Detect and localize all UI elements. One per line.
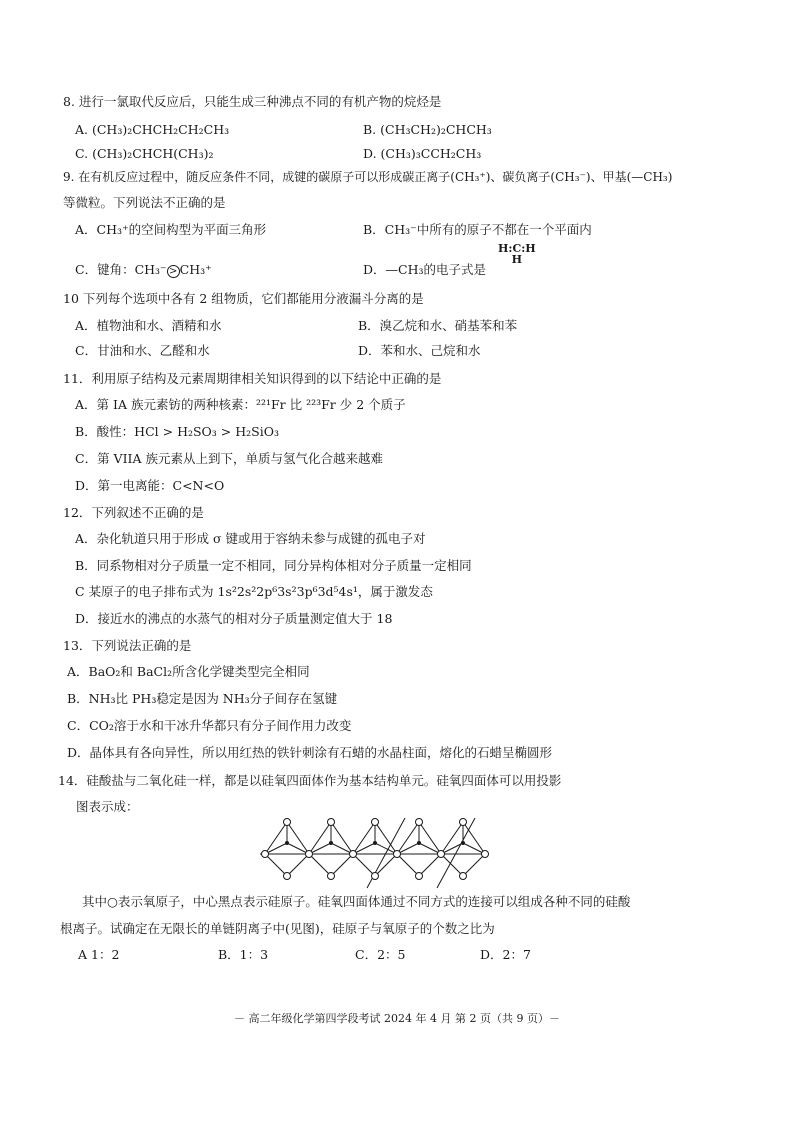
q8-stem: 8. 进行一氯取代反应后，只能生成三种沸点不同的有机产物的烷烃是 xyxy=(63,94,442,109)
q13-option-d: D．晶体具有各向异性，所以用红热的铁针刺涂有石蜡的水晶柱面，熔化的石蜡呈椭圆形 xyxy=(67,745,553,760)
q9-option-c xyxy=(75,261,212,279)
q9-option-d: D．—CH₃的电子式是 xyxy=(363,262,486,277)
q8-option-a: A. (CH₃)₂CHCH₂CH₂CH₃ xyxy=(75,122,230,137)
q13-option-a: A．BaO₂和 BaCl₂所含化学键类型完全相同 xyxy=(67,664,310,679)
q11-option-c: C．第 VIIA 族元素从上到下，单质与氢气化合越来越难 xyxy=(75,451,383,466)
q9-electron-formula-top: H:C:H xyxy=(498,242,536,255)
q9-option-c-prefix: C．键角：CH₃⁻ xyxy=(75,262,167,277)
q12-option-a: A．杂化轨道只用于形成 σ 键或用于容纳未参与成键的孤电子对 xyxy=(75,531,426,546)
q14-body-line2: 根离子。试确定在无限长的单链阴离子中(见图)，硅原子与氧原子的个数之比为 xyxy=(60,921,495,936)
silicon-atoms xyxy=(285,841,465,845)
q14-option-c: C．2：5 xyxy=(355,947,406,962)
q11-stem: 11．利用原子结构及元素周期律相关知识得到的以下结论中正确的是 xyxy=(63,371,442,386)
q14-stem-line2: 图表示成： xyxy=(76,799,139,814)
q14-option-d: D．2：7 xyxy=(480,947,531,962)
q10-option-b: B．溴乙烷和水、硝基苯和苯 xyxy=(358,318,518,333)
q8-option-b: B. (CH₃CH₂)₂CHCH₃ xyxy=(363,122,492,137)
q12-stem: 12．下列叙述不正确的是 xyxy=(63,505,204,520)
q9-electron-formula-bottom: H xyxy=(511,253,523,266)
q10-option-a: A．植物油和水、酒精和水 xyxy=(75,318,222,333)
page-footer: － 高二年级化学第四学段考试 2024 年 4 月 第 2 页（共 9 页）－ xyxy=(234,1012,560,1025)
q12-option-b: B．同系物相对分子质量一定不相同，同分异构体相对分子质量一定相同 xyxy=(75,558,472,573)
q8-option-c: C. (CH₃)₂CHCH(CH₃)₂ xyxy=(75,146,214,161)
q9-electron-formula xyxy=(498,243,536,265)
q9-stem-line2: 等微粒。下列说法不正确的是 xyxy=(63,195,226,210)
q13-option-c: C．CO₂溶于水和干冰升华都只有分子间作用力改变 xyxy=(67,718,352,733)
q9-option-c-compare: > xyxy=(167,265,180,278)
silicate-chain-diagram xyxy=(255,818,495,890)
q10-option-c: C．甘油和水、乙醛和水 xyxy=(75,343,210,358)
q10-stem: 10 下列每个选项中各有 2 组物质，它们都能用分液漏斗分离的是 xyxy=(63,291,424,306)
q12-option-c: C 某原子的电子排布式为 1s²2s²2p⁶3s²3p⁶3d⁵4s¹，属于激发态 xyxy=(75,584,433,599)
q9-option-a: A．CH₃⁺的空间构型为平面三角形 xyxy=(75,222,267,237)
q11-option-a: A．第 IA 族元素钫的两种核素：²²¹Fr 比 ²²³Fr 少 2 个质子 xyxy=(75,397,406,412)
q14-option-a: A 1：2 xyxy=(78,947,120,962)
q14-body-line1: 其中○表示氧原子，中心黑点表示硅原子。硅氧四面体通过不同方式的连接可以组成各种不同的硅酸 xyxy=(82,894,631,909)
q14-option-b: B．1：3 xyxy=(218,947,269,962)
q9-option-b: B．CH₃⁻中所有的原子不都在一个平面内 xyxy=(363,222,592,237)
q13-option-b: B．NH₃比 PH₃稳定是因为 NH₃分子间存在氢键 xyxy=(67,691,338,706)
q13-stem: 13．下列说法正确的是 xyxy=(63,638,192,653)
q9-option-c-suffix: CH₃⁺ xyxy=(179,262,212,277)
q9-stem-line1: 9. 在有机反应过程中，随反应条件不同，成键的碳原子可以形成碳正离子(CH₃⁺)、碳负离子(CH₃⁻)、甲基(—CH₃) xyxy=(63,170,673,184)
q8-option-d: D. (CH₃)₃CCH₂CH₃ xyxy=(363,146,482,161)
q11-option-d: D．第一电离能：C<N<O xyxy=(75,478,225,493)
q14-stem-line1: 14．硅酸盐与二氧化硅一样，都是以硅氧四面体作为基本结构单元。硅氧四面体可以用投影 xyxy=(58,773,562,788)
q11-option-b: B．酸性：HCl > H₂SO₃ > H₂SiO₃ xyxy=(75,424,279,439)
q12-option-d: D．接近水的沸点的水蒸气的相对分子质量测定值大于 18 xyxy=(75,611,393,626)
q10-option-d: D．苯和水、己烷和水 xyxy=(358,343,481,358)
